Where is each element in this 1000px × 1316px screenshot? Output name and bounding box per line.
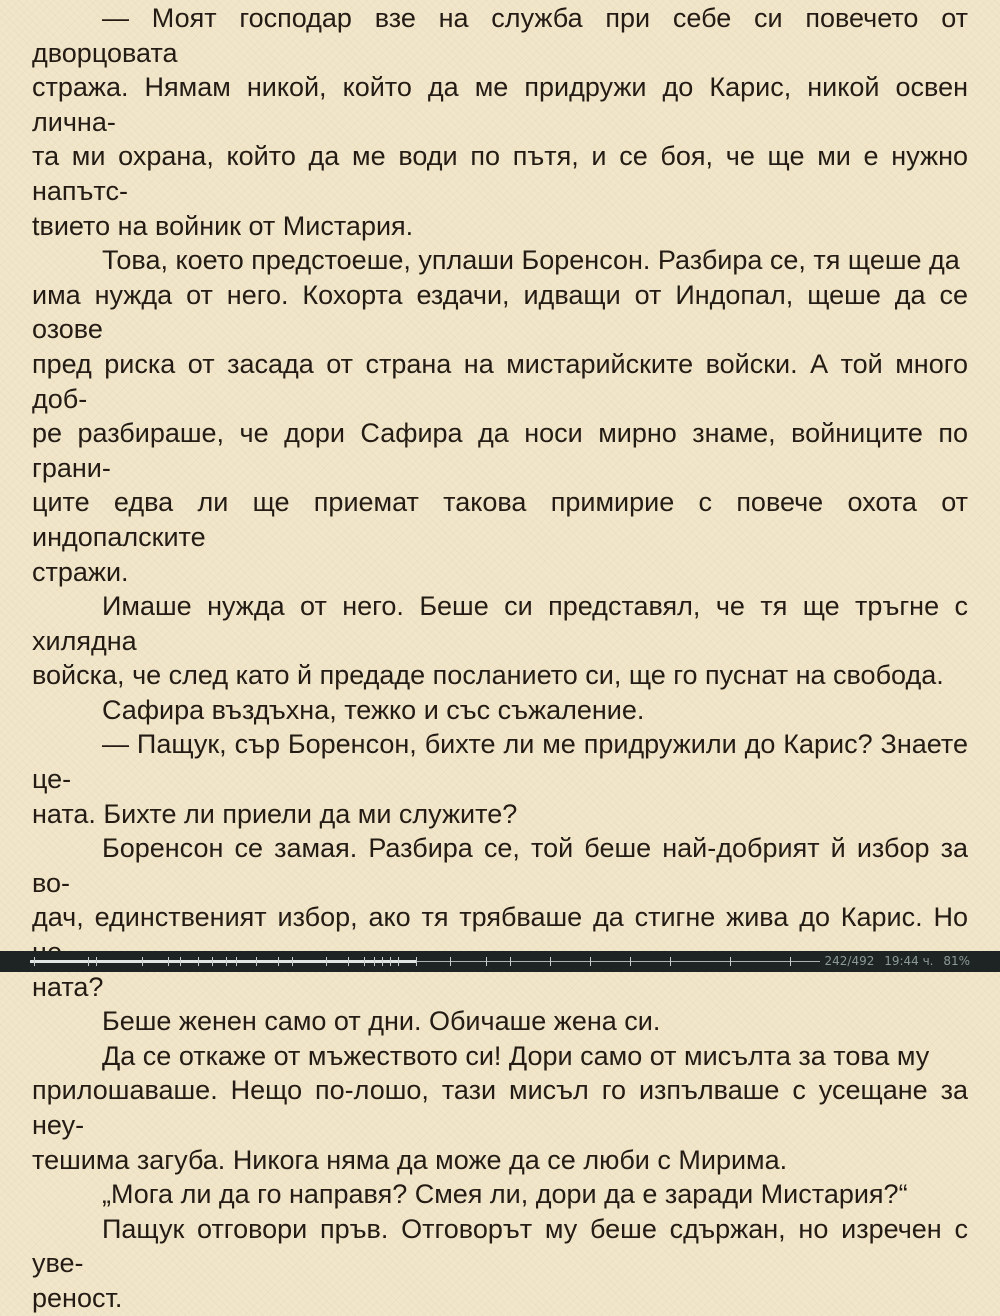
page-counter: 242/492 <box>824 954 875 968</box>
chapter-tick <box>326 957 327 966</box>
chapter-tick <box>34 957 35 966</box>
paragraph-8: Да се откаже от мъжеството си! Дори само от мисълта за това му прилошаваше. Нещо по-лошо, тази мисъл го изпълваше с усещане за неу- тешима загуба. Никога няма да може да се люби с Мирима. <box>32 1040 968 1175</box>
paragraph-2: Това, което предстоеше, уплаши Боренсон. Разбира се, тя щеше да има нужда от него. Кохорта ездачи, идващи от Индопал, щеше да се озове пред риска от засада от страна на мистарийските войски. А той много доб- ре разбираше, че дори Сафира да носи мирно знаме, войниците по грани- ците едва ли ще приемат такова примирие с повече охота от индопалските стражи. <box>32 245 968 587</box>
paragraph-6: Боренсон се замая. Разбира се, той беше най-добрият й избор за во- дач, единственият избор, ако тя трябваше да стигне жива до Карис. Но ната? <box>32 833 968 1002</box>
chapter-tick <box>374 957 375 966</box>
clock: 19:44 ч. <box>884 954 934 968</box>
chapter-tick <box>278 957 279 966</box>
chapter-tick <box>450 957 451 966</box>
paragraph-1: — Моят господар взе на служба при себе си повечето от дворцовата стража. Нямам никой, който да ме придружи до Карис, никой освен лична- та ми охрана, който да ме води по пътя, и се боя, че ще ми е нужно напътс- tвието на войник от Мистария. <box>32 3 968 241</box>
chapter-tick <box>486 957 487 966</box>
paragraph-9: „Мога ли да го направя? Смея ли, дори да е заради Мистария?“ <box>102 1179 908 1210</box>
chapter-tick <box>730 957 731 966</box>
chapter-tick <box>416 957 417 966</box>
chapter-tick <box>198 957 199 966</box>
chapter-tick <box>390 957 391 966</box>
chapter-tick <box>88 957 89 966</box>
chapter-tick <box>180 957 181 966</box>
chapter-tick <box>212 957 213 966</box>
paragraph-4: Сафира въздъхна, тежко и със съжаление. <box>102 694 645 725</box>
chapter-tick <box>550 957 551 966</box>
chapter-tick <box>398 957 399 966</box>
chapter-tick <box>236 957 237 966</box>
chapter-tick <box>168 957 169 966</box>
chapter-tick <box>630 957 631 966</box>
chapter-tick <box>226 957 227 966</box>
battery-level: 81% <box>943 954 970 968</box>
chapter-tick <box>256 957 257 966</box>
chapter-tick <box>790 957 791 966</box>
reader-status-bar[interactable] <box>0 951 1000 972</box>
reading-page[interactable] <box>32 1 968 1316</box>
chapter-tick <box>96 957 97 966</box>
paragraph-5: — Пащук, сър Боренсон, бихте ли ме придружили до Карис? Знаете це- ната. Бихте ли приели да ми служите? <box>32 729 968 829</box>
paragraph-7: Беше женен само от дни. Обичаше жена си. <box>102 1006 661 1037</box>
chapter-tick <box>670 957 671 966</box>
status-info <box>819 951 971 972</box>
chapter-tick <box>364 957 365 966</box>
paragraph-3: Имаше нужда от него. Беше си представял, че тя ще тръгне с хилядна войска, че след като й предаде посланието си, ще го пуснат на свобода. <box>32 591 968 691</box>
paragraph-10: Пащук отговори пръв. Отговорът му беше сдържан, но изречен с уве- реност. <box>32 1213 968 1313</box>
chapter-tick <box>348 957 349 966</box>
chapter-tick <box>382 957 383 966</box>
book-progress-bar[interactable] <box>30 961 820 962</box>
chapter-tick <box>590 957 591 966</box>
chapter-tick <box>510 957 511 966</box>
chapter-tick <box>142 957 143 966</box>
chapter-tick <box>292 957 293 966</box>
